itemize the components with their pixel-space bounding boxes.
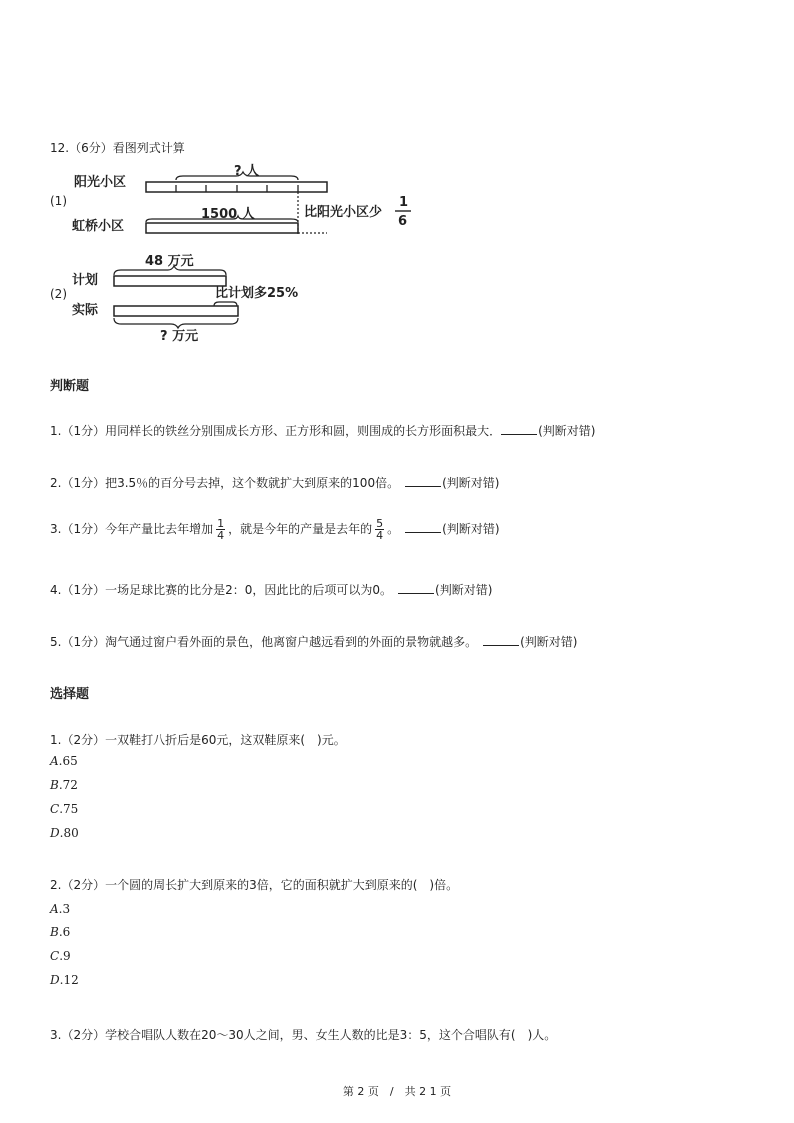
- diagram1-top-ticks: [176, 185, 298, 192]
- option-value: .65: [58, 754, 78, 768]
- choice-question-1: 1.（2分）一双鞋打八折后是60元，这双鞋原来( )元。: [50, 733, 346, 747]
- judge-q1-text: 1.（1分）用同样长的铁丝分别围成长方形、正方形和圆，则围成的长方形面积最大．: [50, 424, 502, 438]
- diagram2-plan-label: 计划: [72, 273, 99, 288]
- judge-q5-tail: (判断对错): [520, 635, 578, 649]
- judge-q3-tail: (判断对错): [442, 522, 500, 536]
- choice-q1-option-d[interactable]: [50, 826, 79, 840]
- judge-q5-text: 5.（1分）淘气通过窗户看外面的景色，他离窗户越远看到的外面的景物就越多。: [50, 635, 472, 649]
- option-letter: C: [50, 949, 60, 963]
- choice-q1-option-b[interactable]: [50, 778, 78, 792]
- choice-q2-option-c[interactable]: [50, 949, 71, 963]
- diagram1-frac-num: 1: [399, 195, 409, 210]
- answer-blank[interactable]: [501, 422, 537, 435]
- choice-question-3: 3.（2分）学校合唱队人数在20～30人之间，男、女生人数的比是3：5，这个合唱队有( )人。: [50, 1028, 557, 1042]
- option-value: .3: [58, 902, 71, 916]
- answer-blank[interactable]: [405, 520, 441, 533]
- fraction: [375, 518, 384, 541]
- option-value: .9: [59, 949, 71, 963]
- judge-q3-post: 。: [387, 522, 394, 536]
- judge-question-4: [50, 581, 492, 598]
- judge-q3-pre: 3.（1分）今年产量比去年增加: [50, 522, 214, 536]
- diagram2-actual-bar: [114, 306, 238, 316]
- choice-q2-option-d[interactable]: [50, 973, 79, 987]
- option-letter: A: [50, 754, 59, 768]
- choice-q1-option-a[interactable]: [50, 754, 78, 768]
- diagram2-plan-bar: [114, 276, 226, 286]
- diagram1-bottom-bar: [146, 223, 298, 233]
- judge-q2-tail: (判断对错): [442, 476, 500, 490]
- q12-sub1-label: (1): [50, 194, 67, 208]
- diagram1-bottom-value: 1500 人: [201, 207, 255, 222]
- judge-question-5: [50, 633, 577, 650]
- diagram1-top-question: ? 人: [234, 164, 260, 179]
- q12-header: 12.（6分）看图列式计算: [50, 141, 185, 155]
- frac-num: 1: [217, 517, 225, 530]
- diagram-1: [68, 158, 428, 238]
- answer-blank[interactable]: [405, 474, 441, 487]
- q12-sub2-label: (2): [50, 287, 67, 301]
- judge-q3-mid: ，就是今年的产量是去年的: [228, 522, 373, 536]
- judge-question-2: [50, 474, 499, 491]
- fraction: [216, 518, 225, 541]
- frac-den: 4: [217, 529, 225, 542]
- option-value: .80: [59, 826, 79, 840]
- diagram1-bottom-label: 虹桥小区: [72, 219, 125, 234]
- option-letter: D: [50, 826, 60, 840]
- option-value: .12: [59, 973, 79, 987]
- option-value: .72: [58, 778, 78, 792]
- diagram2-actual-label: 实际: [72, 303, 99, 318]
- frac-num: 5: [376, 517, 384, 530]
- answer-blank[interactable]: [398, 581, 434, 594]
- judge-question-1: [50, 422, 595, 439]
- judge-q1-tail: (判断对错): [538, 424, 596, 438]
- frac-den: 4: [376, 529, 384, 542]
- judge-question-3: [50, 518, 500, 541]
- choice-question-2: 2.（2分）一个圆的周长扩大到原来的3倍，它的面积就扩大到原来的( )倍。: [50, 878, 459, 892]
- option-letter: B: [50, 778, 59, 792]
- diagram1-comparison: 比阳光小区少: [304, 205, 383, 220]
- option-value: .6: [58, 925, 71, 939]
- option-letter: A: [50, 902, 59, 916]
- diagram2-plan-value: 48 万元: [145, 254, 194, 269]
- option-letter: D: [50, 973, 60, 987]
- option-value: .75: [59, 802, 79, 816]
- page-footer: 第 2 页 / 共 2 1 页: [342, 1085, 452, 1098]
- judge-q2-text: 2.（1分）把3.5％的百分号去掉，这个数就扩大到原来的100倍。: [50, 476, 394, 490]
- judge-q4-tail: (判断对错): [435, 583, 493, 597]
- option-letter: B: [50, 925, 59, 939]
- judge-q4-text: 4.（1分）一场足球比赛的比分是2：0，因此比的后项可以为0。: [50, 583, 386, 597]
- option-letter: C: [50, 802, 60, 816]
- diagram1-frac-den: 6: [398, 214, 408, 229]
- diagram1-top-label: 阳光小区: [74, 175, 127, 190]
- choice-q2-option-b[interactable]: [50, 925, 70, 939]
- diagram2-comparison: 比计划多25%: [215, 286, 299, 301]
- diagram2-actual-question: ? 万元: [160, 329, 199, 344]
- choice-section-title: 选择题: [50, 687, 90, 702]
- choice-q2-option-a[interactable]: [50, 902, 70, 916]
- diagram-2: [68, 250, 328, 345]
- choice-q1-option-c[interactable]: [50, 802, 78, 816]
- answer-blank[interactable]: [483, 633, 519, 646]
- diagram2-actual-brace: [114, 318, 238, 328]
- judge-section-title: 判断题: [50, 379, 90, 394]
